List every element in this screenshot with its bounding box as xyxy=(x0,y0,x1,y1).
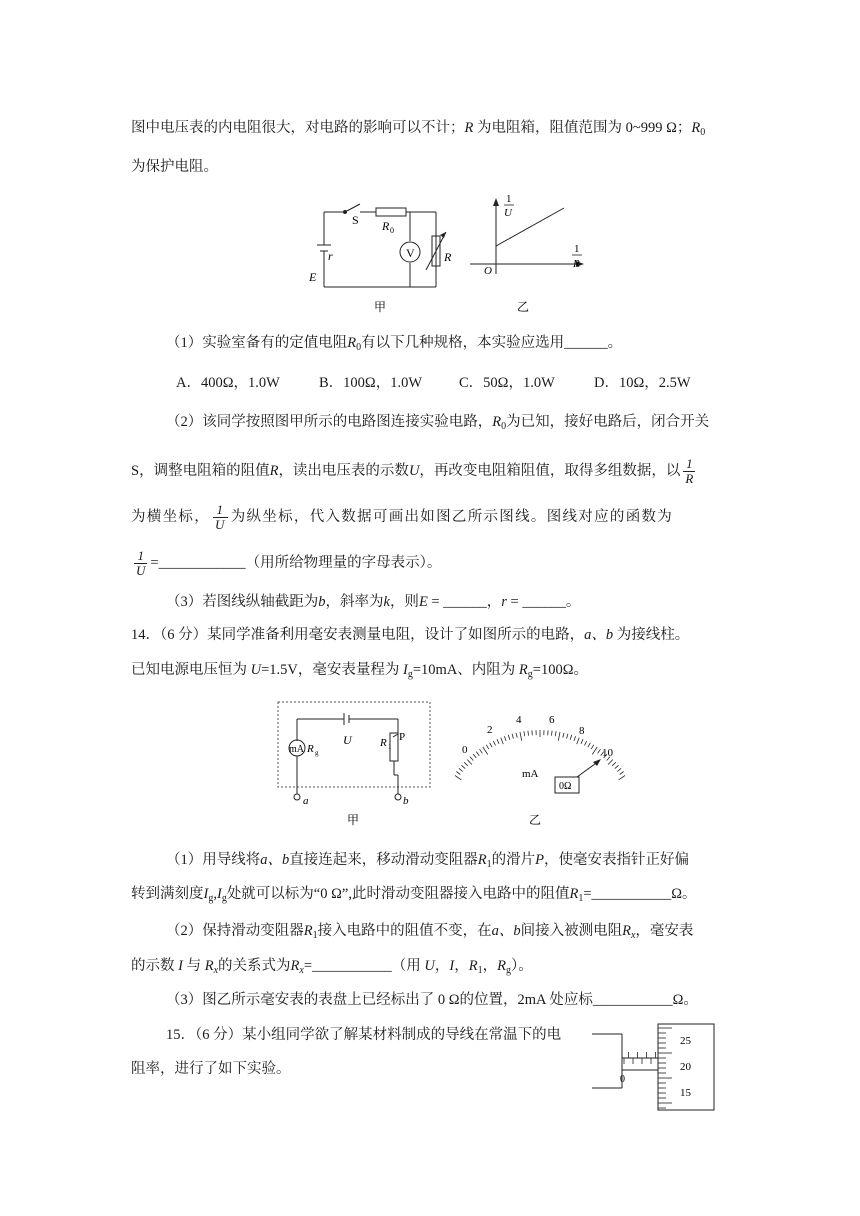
svg-text:乙: 乙 xyxy=(517,300,530,314)
svg-text:S: S xyxy=(352,213,359,227)
q14-part2-line1: （2）保持滑动变阻器$R_1$接入电路中的阻值不变，在a、b间接入被测电阻$R_x$，毫安表 xyxy=(166,923,694,941)
dial-tick xyxy=(501,738,504,745)
q13-options xyxy=(176,373,691,393)
dial-tick xyxy=(504,736,506,741)
svg-text:2: 2 xyxy=(487,724,493,736)
dial-tick xyxy=(459,768,463,771)
dial-tick xyxy=(520,732,522,741)
dial-tick xyxy=(470,757,473,761)
option-a: A．400Ω，1.0W xyxy=(176,375,280,391)
dial-tick xyxy=(617,768,621,771)
dial-tick xyxy=(497,739,499,744)
svg-text:乙: 乙 xyxy=(529,813,542,827)
q14-part2-line2: 的示数 I 与 $R_x$的关系式为$R_x=\_\_\_\_\_\_\_\_\_\_\_$（用 U，I，$R_1$，$R_g$）。 xyxy=(131,958,533,976)
dial-tick xyxy=(598,749,601,753)
graph-13 xyxy=(470,188,590,318)
q13-part2-line1: （2）该同学按照图甲所示的电路图连接实验电路，$R_0$为已知，接好电路后，闭合开关 xyxy=(166,414,710,432)
intro-line-1: 图中电压表的内电阻很大，对电路的影响可以不计；R 为电阻箱，阻值范围为 0~999 Ω；$R_0$ xyxy=(131,120,706,138)
q13-part2-line4: $\frac{1}{U}$ =____________（用所给物理量的字母表示）。 xyxy=(136,548,442,578)
fraction-1-over-U: $\frac{1}{U}$ xyxy=(215,502,226,532)
svg-text:15: 15 xyxy=(680,1087,691,1099)
svg-text:10: 10 xyxy=(602,747,613,759)
dial-tick xyxy=(591,745,594,749)
q15-line1: 15．（6 分）某小组同学欲了解某材料制成的导线在常温下的电 xyxy=(166,1027,562,1043)
dial-tick xyxy=(585,741,587,745)
svg-text:R: R xyxy=(307,743,314,755)
q13-part2-line2: S，调整电阻箱的阻值R，读出电压表的示数U，再改变电阻箱阻值，取得多组数据，以 $\frac{1}{R}$ xyxy=(131,456,694,486)
svg-text:g: g xyxy=(315,749,319,757)
svg-text:O: O xyxy=(484,265,492,277)
dial-tick xyxy=(473,754,476,758)
svg-text:E: E xyxy=(309,270,317,284)
dial-tick xyxy=(512,734,513,739)
dial-tick xyxy=(528,731,529,736)
dial-tick xyxy=(577,738,580,745)
q14-line1: 14．（6 分）某同学准备利用毫安表测量电阻，设计了如图所示的电路，a、b 为接线柱。 xyxy=(131,627,690,643)
circuit-diagram-13 xyxy=(300,188,460,318)
dial-tick xyxy=(574,736,576,741)
dial-tick xyxy=(508,735,510,740)
q14-part1-line2: 转到满刻度$I_g,I_g$处就可以标为“0 Ω”,此时滑动变阻器接入电路中的阻值$R_1=\_\_\_\_\_\_\_\_\_\_\_\Omega$。 xyxy=(131,886,697,904)
dial-tick xyxy=(483,747,488,755)
dial-tick xyxy=(552,731,553,736)
option-c: C．50Ω，1.0W xyxy=(459,375,555,391)
svg-text:8: 8 xyxy=(579,725,585,737)
svg-text:1: 1 xyxy=(574,243,580,255)
svg-text:R: R xyxy=(444,250,452,264)
dial-tick xyxy=(615,765,619,768)
dial-tick xyxy=(480,749,483,753)
dial-tick xyxy=(516,733,517,738)
dial-tick xyxy=(570,735,572,740)
q13-part3: （3）若图线纵轴截距为b，斜率为k，则E = ______，r = ______。 xyxy=(166,594,581,610)
q14-part3: （3）图乙所示毫安表的表盘上已经标出了 0 Ω的位置，2mA 处应标___________Ω。 xyxy=(166,992,698,1008)
dial-tick xyxy=(462,765,466,768)
dial-tick xyxy=(619,775,625,780)
svg-text:0: 0 xyxy=(390,226,394,235)
svg-text:25: 25 xyxy=(680,1035,691,1047)
svg-text:0: 0 xyxy=(620,1074,625,1085)
fraction-1-over-R: $\frac{1}{R}$ xyxy=(685,456,694,486)
svg-text:0: 0 xyxy=(462,744,468,756)
svg-text:P: P xyxy=(399,731,406,743)
dial-tick xyxy=(476,752,479,756)
q14-part1-line1: （1）用导线将a、b直接连起来，移动滑动变阻器$R_1$的滑片P，使毫安表指针正好偏 xyxy=(166,852,689,870)
q15-line2: 阻率，进行了如下实验。 xyxy=(131,1061,291,1077)
svg-text:V: V xyxy=(406,246,415,260)
dial-tick xyxy=(486,745,489,749)
milliammeter-dial xyxy=(455,705,625,835)
dial-tick xyxy=(490,743,492,747)
q13-part1: （1）实验室备有的定值电阻$R_0$有以下几种规格，本实验应选用______。 xyxy=(166,335,623,353)
dial-tick xyxy=(558,732,560,741)
svg-text:6: 6 xyxy=(549,714,555,726)
svg-text:R: R xyxy=(380,737,387,749)
dial-tick xyxy=(620,772,624,775)
option-b: B．100Ω，1.0W xyxy=(319,375,423,391)
dial-tick xyxy=(455,775,461,780)
svg-text:甲: 甲 xyxy=(374,300,387,314)
dial-tick xyxy=(581,739,583,744)
fraction-1-over-U-2: $\frac{1}{U}$ xyxy=(136,548,146,578)
dial-tick xyxy=(524,731,525,736)
intro-line-2: 为保护电阻。 xyxy=(131,159,218,175)
svg-text:R: R xyxy=(573,258,580,270)
dial-tick xyxy=(464,762,468,766)
q14-line2: 已知电源电压恒为 U=1.5V，毫安表量程为 $I_g=10mA$、内阻为 $R_g=100\Omega$。 xyxy=(131,662,588,680)
svg-text:1: 1 xyxy=(506,193,512,205)
svg-text:4: 4 xyxy=(516,714,522,726)
svg-text:a: a xyxy=(303,795,309,807)
dial-tick xyxy=(467,760,472,765)
svg-text:0Ω: 0Ω xyxy=(559,781,572,792)
circuit-diagram-14 xyxy=(276,700,436,835)
q13-part2-line3: 为横坐标， $\frac{1}{U}$ 为纵坐标，代入数据可画出如图乙所示图线。图线对应的函数为 xyxy=(131,502,674,532)
dial-tick xyxy=(456,772,460,775)
option-d: D．10Ω，2.5W xyxy=(594,375,691,391)
dial-tick xyxy=(563,733,564,738)
dial-tick xyxy=(567,734,568,739)
dial-tick xyxy=(555,731,556,736)
svg-text:1: 1 xyxy=(388,743,392,751)
svg-text:U: U xyxy=(504,207,512,219)
svg-text:R: R xyxy=(382,219,390,233)
svg-text:U: U xyxy=(343,733,352,747)
svg-text:20: 20 xyxy=(680,1061,691,1073)
dial-tick xyxy=(588,743,590,747)
svg-text:mA: mA xyxy=(522,768,539,780)
dial-tick xyxy=(592,747,597,755)
micrometer-figure xyxy=(588,1018,718,1113)
dial-tick xyxy=(608,760,613,765)
dial-tick xyxy=(612,762,616,766)
dial-tick xyxy=(493,741,495,745)
svg-text:b: b xyxy=(403,795,409,807)
svg-text:甲: 甲 xyxy=(347,813,360,827)
svg-text:mA: mA xyxy=(289,744,304,755)
svg-text:r: r xyxy=(328,249,333,263)
